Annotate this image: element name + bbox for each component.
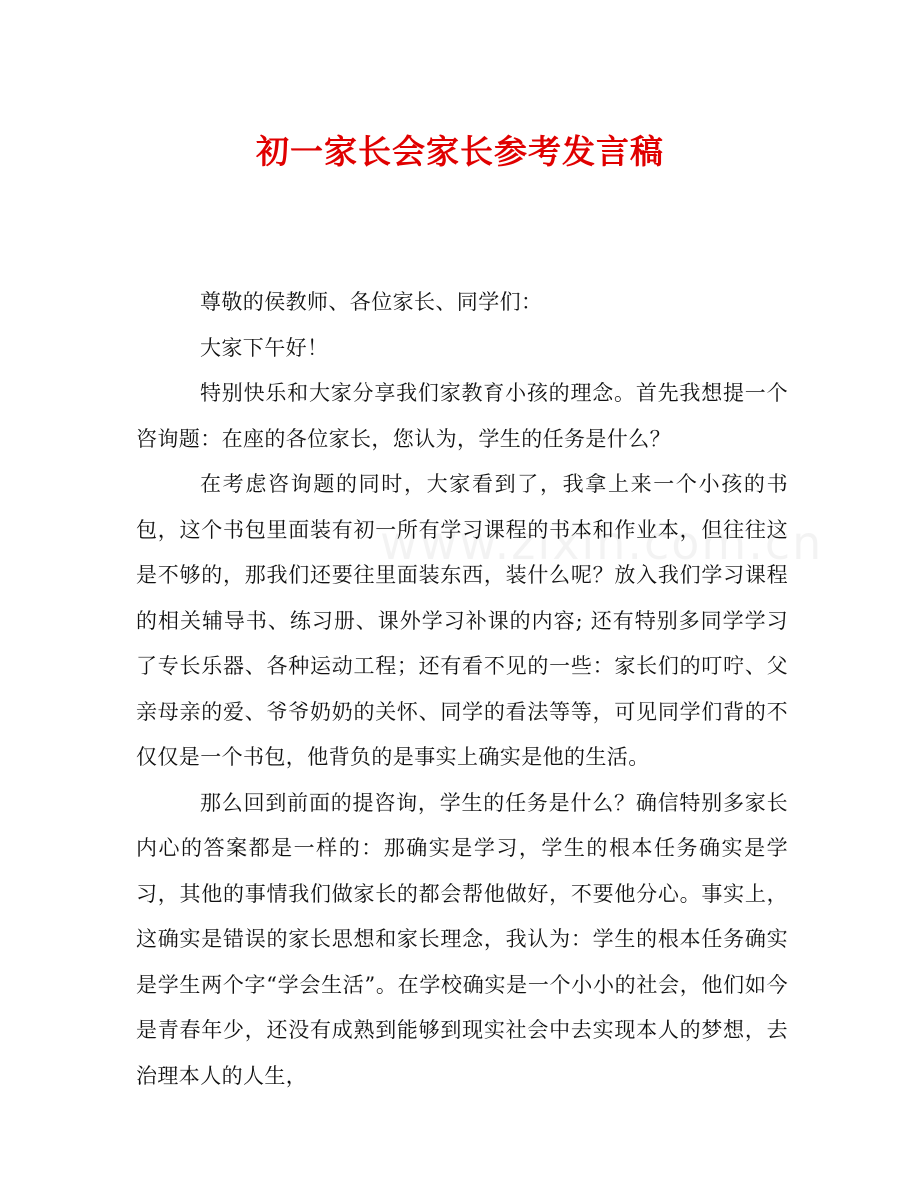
greeting: 大家下午好！ [200,335,329,360]
document-body [136,280,788,1099]
paragraph: 在考虑咨询题的同时，大家看到了，我拿上来一个小孩的书包，这个书包里面装有初一所有学习课程的书本和作业本，但往往这是不够的，那我们还要往里面装东西，装什么呢？放入我们学习课程的相关辅导书、练习册、课外学习补课的内容; 还有特别多同学学习了专长乐器、各种运动工程；还有看不见的一些：家长们的叮咛、父亲母亲的爱、爷爷奶奶的关怀、同学的看法等等，可见同学们背的不仅仅是一个书包，他背负的是事实上确实是他的生活。 [136,472,788,769]
paragraph: 那么回到前面的提咨询，学生的任务是什么？确信特别多家长内心的答案都是一样的：那确实是学习，学生的根本任务确实是学习，其他的事情我们做家长的都会帮他做好，不要他分心。事实上，这确实是错误的家长思想和家长理念，我认为：学生的根本任务确实是学生两个字“学会生活”。在学校确实是一个小小的社会，他们如今是青春年少，还没有成熟到能够到现实社会中去实现本人的梦想，去治理本人的人生， [136,790,788,1088]
paragraph: 特别快乐和大家分享我们家教育小孩的理念。首先我想提一个咨询题：在座的各位家长，您认为，学生的任务是什么？ [136,381,788,451]
document-title: 初一家长会家长参考发言稿 [256,132,664,171]
salutation: 尊敬的侯教师、各位家长、同学们： [200,290,543,314]
